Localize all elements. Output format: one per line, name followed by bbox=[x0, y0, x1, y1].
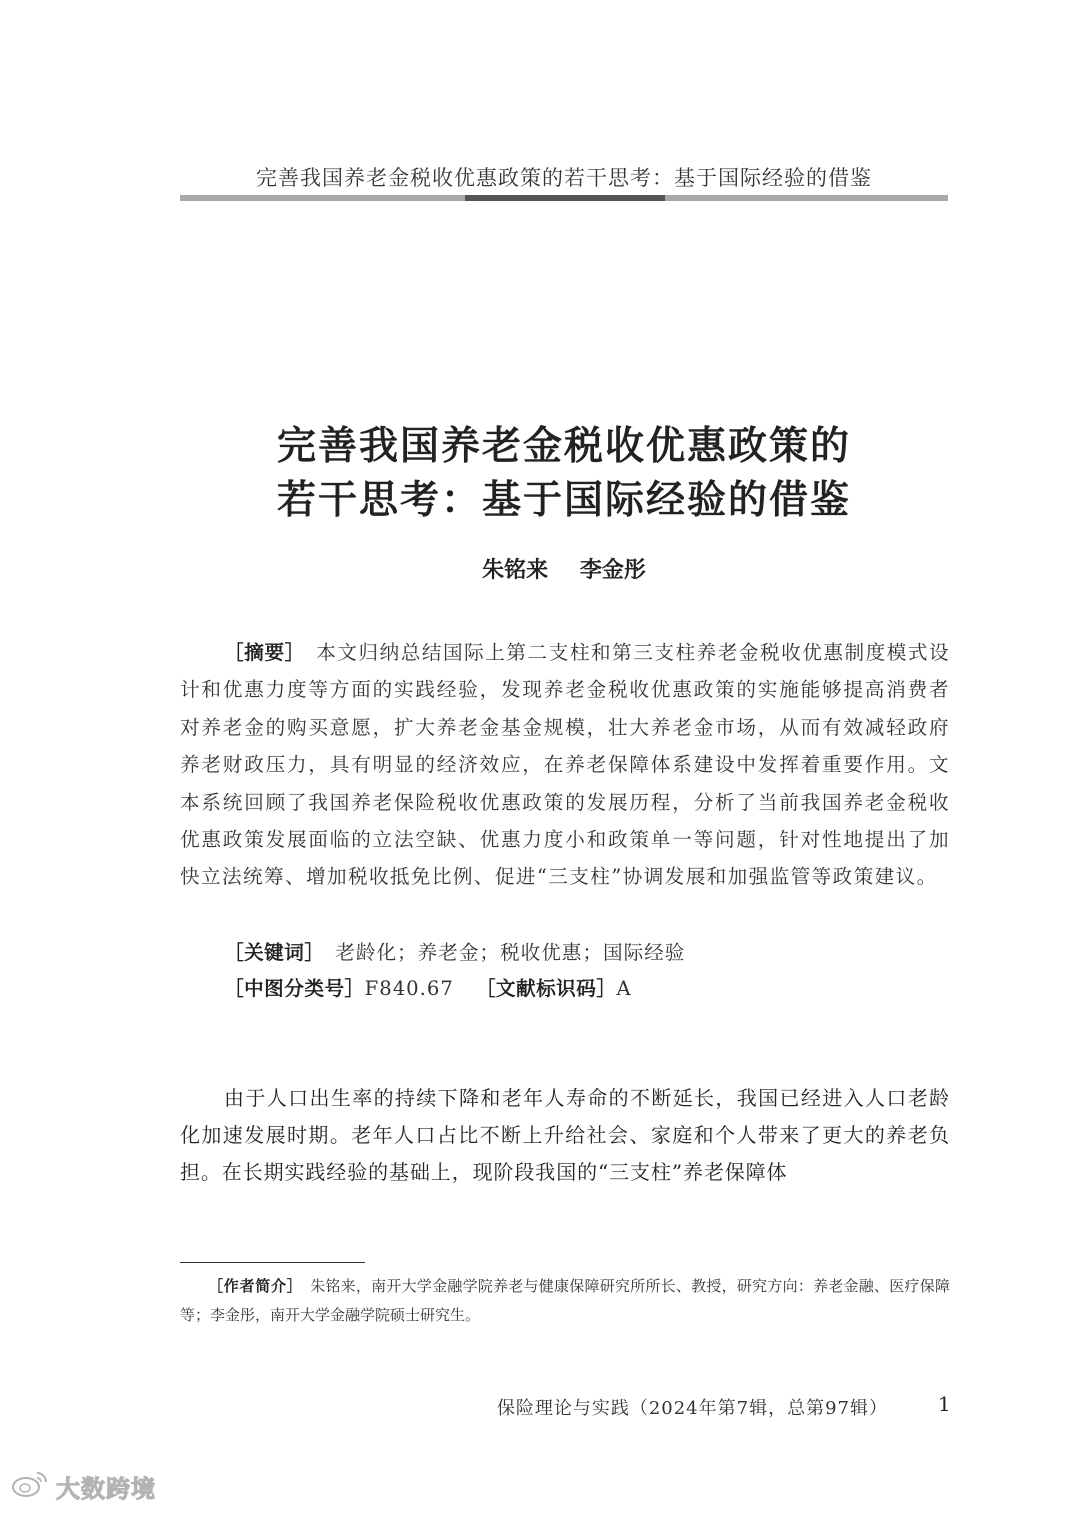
abstract-text: 本文归纳总结国际上第二支柱和第三支柱养老金税收优惠制度模式设计和优惠力度等方面的实践经验，发现养老金税收优惠政策的实施能够提高消费者对养老金的购买意愿，扩大养老金基金规模，壮大养老金市场，从而有效减轻政府养老财政压力，具有明显的经济效应，在养老保障体系建设中发挥着重要作用。文本系统回顾了我国养老保险税收优惠政策的发展历程，分析了当前我国养老金税收优惠政策发展面临的立法空缺、优惠力度小和政策单一等问题，针对性地提出了加快立法统筹、增加税收抵免比例、促进“三支柱”协调发展和加强监管等政策建议。 bbox=[180, 641, 951, 889]
author-2: 李金彤 bbox=[579, 558, 646, 583]
authors bbox=[180, 553, 948, 584]
footnote-rule bbox=[180, 1262, 365, 1263]
footnote-label: ［作者简介］ bbox=[208, 1277, 295, 1295]
keywords bbox=[224, 936, 685, 965]
weibo-logo-icon bbox=[10, 1469, 50, 1503]
doc-code-value: A bbox=[616, 977, 632, 1000]
running-head: 完善我国养老金税收优惠政策的若干思考：基于国际经验的借鉴 bbox=[256, 166, 872, 190]
keywords-text: 老龄化；养老金；税收优惠；国际经验 bbox=[335, 941, 686, 964]
clc-value: F840.67 bbox=[364, 977, 454, 1000]
clc-label: ［中图分类号］ bbox=[224, 977, 365, 1000]
article-title bbox=[180, 420, 948, 528]
abstract-label: ［摘要］ bbox=[224, 641, 296, 664]
abstract bbox=[180, 634, 950, 896]
doc-code-label: ［文献标识码］ bbox=[475, 977, 617, 1000]
author-footnote bbox=[180, 1272, 950, 1330]
keywords-label: ［关键词］ bbox=[224, 941, 315, 964]
journal-footer: 保险理论与实践（2024年第7辑，总第97辑） bbox=[496, 1398, 888, 1419]
watermark bbox=[10, 1466, 156, 1506]
author-1: 朱铭来 bbox=[482, 558, 549, 583]
classification bbox=[224, 972, 632, 1001]
page-number: 1 bbox=[938, 1392, 951, 1416]
watermark-text: 大数跨境 bbox=[56, 1474, 156, 1503]
body-paragraph: 由于人口出生率的持续下降和老年人寿命的不断延长，我国已经进入人口老龄化加速发展时期。老年人口占比不断上升给社会、家庭和个人带来了更大的养老负担。在长期实践经验的基础上，现阶段我国的“三支柱”养老保障体 bbox=[180, 1086, 950, 1184]
title-line-1: 完善我国养老金税收优惠政策的 bbox=[276, 424, 851, 469]
header-rule-accent bbox=[465, 195, 665, 201]
title-line-2: 若干思考：基于国际经验的借鉴 bbox=[276, 478, 851, 523]
header-rule bbox=[180, 195, 948, 201]
footnote-text: 朱铭来，南开大学金融学院养老与健康保障研究所所长、教授，研究方向：养老金融、医疗保障等；李金彤，南开大学金融学院硕士研究生。 bbox=[180, 1277, 950, 1324]
